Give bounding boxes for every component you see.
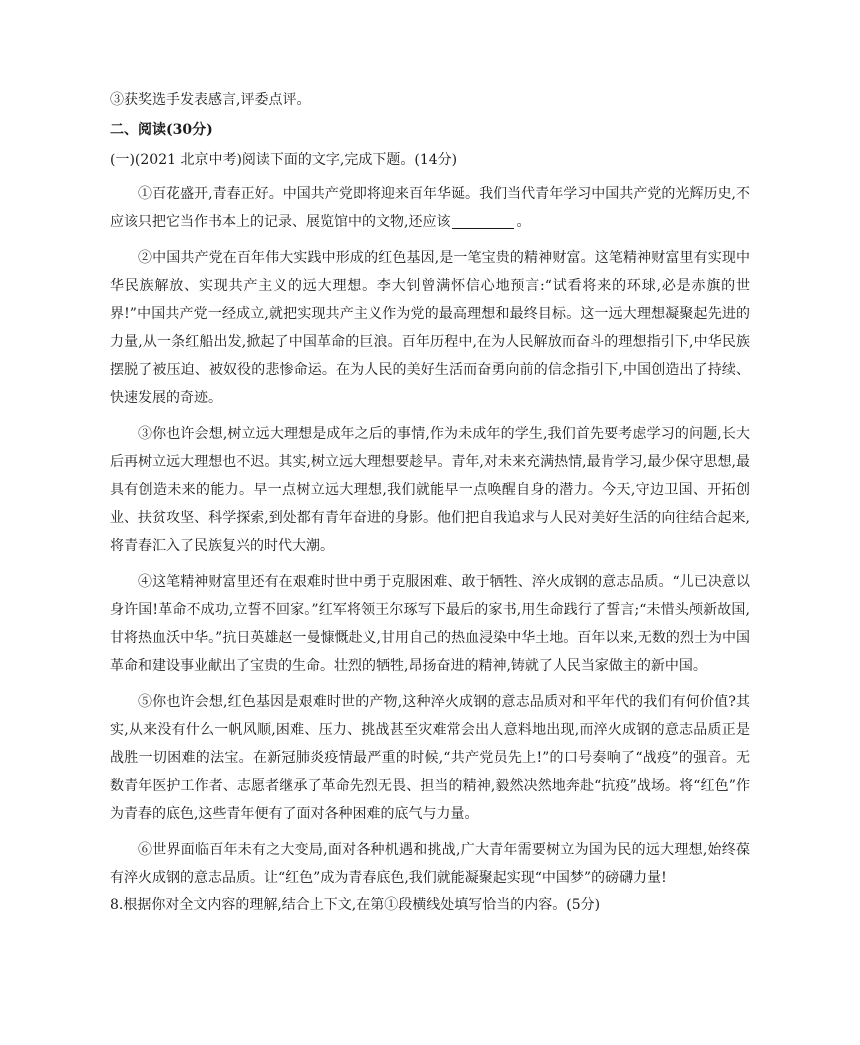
paragraph-1-end: 。	[516, 214, 531, 230]
paragraph-2: ②中国共产党在百年伟大实践中形成的红色基因,是一笔宝贵的精神财富。这笔精神财富里有实现中华民族解放、实现共产主义的远大理想。李大钊曾满怀信心地预言:“试看将来的环球,必是赤旗的世界!”中国共产党一经成立,就把实现共产主义作为党的最高理想和最终目标。这一远大理想凝聚起先进的力量,从一条红船出发,掀起了中国革命的巨浪。百年历程中,在为人民解放而奋斗的理想指引下,中华民族摆脱了被压迫、被奴役的悲惨命运。在为人民的美好生活而奋勇向前的信念指引下,中国创造出了持续、快速发展的奇迹。	[110, 250, 750, 406]
document-page	[110, 90, 750, 930]
section-heading: 二、阅读(30分)	[110, 122, 213, 138]
question-8: 8.根据你对全文内容的理解,结合上下文,在第①段横线处填写恰当的内容。(5分)	[110, 897, 601, 913]
paragraph-1	[110, 180, 750, 236]
answer-blank[interactable]	[452, 212, 514, 229]
previous-item-line: ③获奖选手发表感言,评委点评。	[110, 92, 311, 108]
paragraph-4: ④这笔精神财富里还有在艰难时世中勇于克服困难、敢于牺牲、淬火成钢的意志品质。“儿已决意以身许国!革命不成功,立誓不回家。”红军将领王尔琢写下最后的家书,用生命践行了誓言;“未惜头颅新故国,甘将热血沃中华。”抗日英雄赵一曼慷慨赴义,甘用自己的热血浸染中华土地。百年以来,无数的烈士为中国革命和建设事业献出了宝贵的生命。壮烈的牺牲,昂扬奋进的精神,铸就了人民当家做主的新中国。	[110, 574, 750, 674]
paragraph-3: ③你也许会想,树立远大理想是成年之后的事情,作为未成年的学生,我们首先要考虑学习的问题,长大后再树立远大理想也不迟。其实,树立远大理想要趁早。青年,对未来充满热情,最肯学习,最少保守思想,最具有创造未来的能力。早一点树立远大理想,我们就能早一点唤醒自身的潜力。今天,守边卫国、开拓创业、扶贫攻坚、科学探索,到处都有青年奋进的身影。他们把自我追求与人民对美好生活的向往结合起来,将青春汇入了民族复兴的时代大潮。	[110, 426, 750, 554]
paragraph-5: ⑤你也许会想,红色基因是艰难时世的产物,这种淬火成钢的意志品质对和平年代的我们有何价值?其实,从来没有什么一帆风顺,困难、压力、挑战甚至灾难常会出人意料地出现,而淬火成钢的意志品质正是战胜一切困难的法宝。在新冠肺炎疫情最严重的时候,“共产党员先上!”的口号奏响了“战疫”的强音。无数青年医护工作者、志愿者继承了革命先烈无畏、担当的精神,毅然决然地奔赴“抗疫”战场。将“红色”作为青春的底色,这些青年便有了面对各种困难的底气与力量。	[110, 694, 750, 822]
passage-intro: (一)(2021 北京中考)阅读下面的文字,完成下题。(14分)	[110, 152, 458, 168]
paragraph-1-text: ①百花盛开,青春正好。中国共产党即将迎来百年华诞。我们当代青年学习中国共产党的光辉历史,不应该只把它当作书本上的记录、展览馆中的文物,还应该	[110, 186, 750, 230]
paragraph-6: ⑥世界面临百年未有之大变局,面对各种机遇和挑战,广大青年需要树立为国为民的远大理想,始终葆有淬火成钢的意志品质。让“红色”成为青春底色,我们就能凝聚起实现“中国梦”的磅礴力量!	[110, 842, 750, 886]
